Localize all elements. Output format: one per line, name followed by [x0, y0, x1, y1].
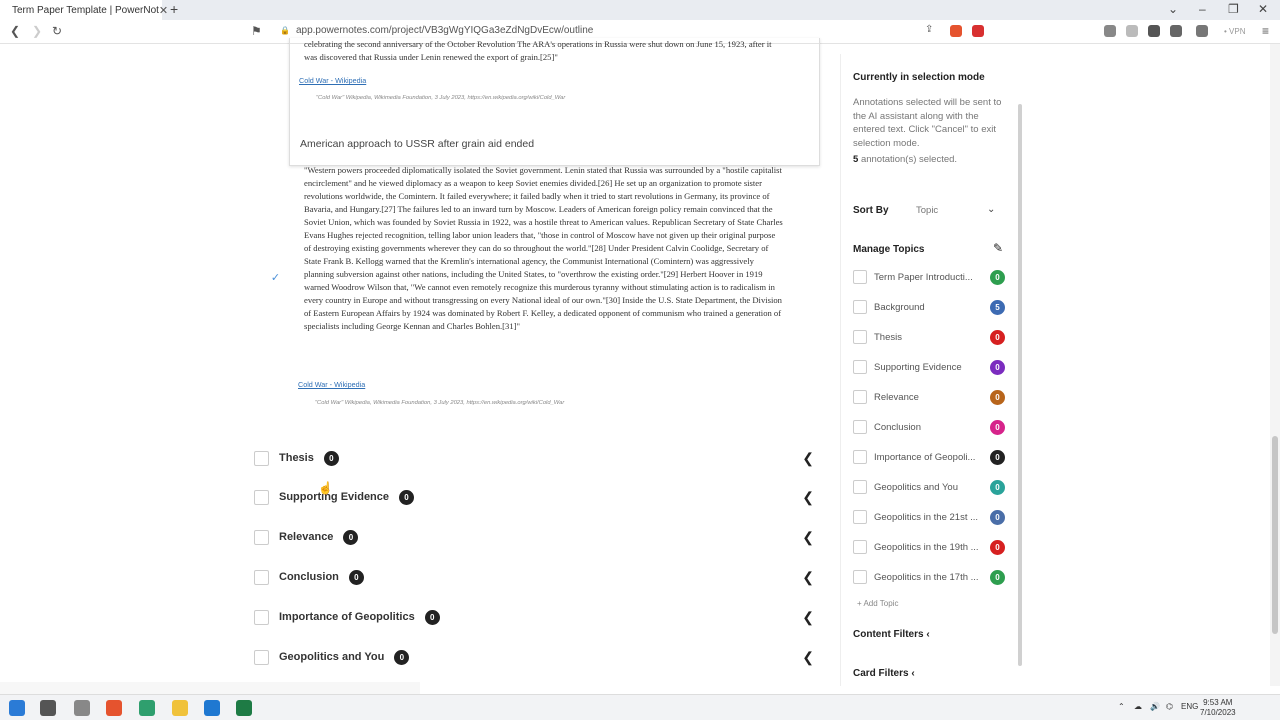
- panel-topic-count: 0: [990, 510, 1005, 525]
- page-scrollbar-thumb[interactable]: [1272, 436, 1278, 634]
- selected-suffix: annotation(s) selected.: [860, 154, 958, 165]
- extension-icon[interactable]: [1104, 25, 1116, 37]
- topic-checkbox[interactable]: [853, 270, 867, 284]
- source-link[interactable]: Cold War - Wikipedia: [298, 380, 366, 389]
- panel-topic-item[interactable]: [853, 299, 1011, 315]
- volume-icon[interactable]: 🔊: [1150, 702, 1160, 711]
- network-icon[interactable]: ⌬: [1166, 702, 1173, 711]
- topic-count-badge: 0: [324, 451, 339, 466]
- maximize-icon[interactable]: ❐: [1228, 2, 1239, 16]
- panel-topic-count: 0: [990, 540, 1005, 555]
- panel-topic-name: Geopolitics and You: [874, 481, 958, 493]
- topic-checkbox[interactable]: [853, 420, 867, 434]
- browser-tab-bar: [0, 0, 1280, 20]
- topic-checkbox[interactable]: [254, 451, 269, 466]
- topic-checkbox[interactable]: [254, 610, 269, 625]
- panel-topic-name: Geopolitics in the 17th ...: [874, 571, 979, 583]
- clock-time: 9:53 AM: [1203, 698, 1233, 707]
- selected-count-text: [853, 154, 957, 165]
- panel-topic-name: Importance of Geopoli...: [874, 451, 976, 463]
- panel-topic-item[interactable]: [853, 569, 1011, 585]
- onedrive-icon[interactable]: ☁: [1134, 702, 1142, 711]
- selected-checkbox[interactable]: ✓: [270, 272, 281, 284]
- annotation-heading: American approach to USSR after grain aid ended: [300, 138, 535, 150]
- topic-count-badge: 0: [425, 610, 440, 625]
- topic-checkbox[interactable]: [853, 480, 867, 494]
- selected-count: 5: [853, 154, 859, 165]
- topic-checkbox[interactable]: [853, 390, 867, 404]
- topic-name: Conclusion: [279, 571, 339, 583]
- outline-topic-thesis[interactable]: [254, 446, 824, 470]
- panel-topic-count: 0: [990, 420, 1005, 435]
- selection-panel: [840, 54, 1020, 686]
- annotation-quote: "Western powers proceeded diplomatically isolated the Soviet government. Lenin stated that Russia was surrounded by a "hostile capitalist encirclement" and he viewed diplomacy as a weapon to keep Soviet enemies divided.[26] He set up an organization to promote sister revolutions worldwide, the Comintern. It failed everywhere; it failed badly when it tried to start revolutions in Germany, its province of Bavaria, and Hungary.[27] The failures led to an inward turn by Moscow. Leaders of American foreign policy remain convinced that the Soviet Union, which was founded by Soviet Russia in 1922, was a hostile threat to American values. Republican Secretary of State Charles Evans Hughes rejected recognition, telling labor union leaders that, "those in control of Moscow have not given up their original purpose of destroying existing governments wherever they can do so throughout the world."[28] Under President Calvin Coolidge, Secretary of State Frank B. Kellogg warned that the Kremlin's international agency, the Communist International (Comintern) was aggressively planning subversion against other nations, including the United States, to "overthrow the existing order."[29] Herbert Hoover in 1919 warned Woodrow Wilson that, "We cannot even remotely recognize this murderous tyranny without stimulating action is to radicalism in every country in Europe and without transgressing on every National ideal of our own."[30] Inside the U.S. State Department, the Division of Eastern European Affairs by 1924 was dominated by Robert F. Kelley, a dedicated opponent of communism who trained a generation of specialists including George Kennan and Charles Bohlen.[31]": [304, 165, 783, 331]
- expand-chevron-icon[interactable]: ❮: [802, 450, 814, 466]
- panel-topic-name: Conclusion: [874, 421, 921, 433]
- wallet-icon[interactable]: [1126, 25, 1138, 37]
- panel-topic-count: 0: [990, 330, 1005, 345]
- manage-topics-label: Manage Topics: [853, 244, 925, 255]
- status-bar-url: [0, 682, 420, 694]
- panel-topic-count: 5: [990, 300, 1005, 315]
- forward-icon[interactable]: ❯: [32, 24, 43, 38]
- chevron-down-icon[interactable]: ⌄: [987, 204, 996, 215]
- minimize-icon[interactable]: –: [1199, 2, 1206, 16]
- excel-icon[interactable]: [236, 700, 252, 716]
- expand-chevron-icon[interactable]: ❮: [802, 649, 814, 665]
- panel-topic-item[interactable]: [853, 509, 1011, 525]
- panel-description: Annotations selected will be sent to the AI assistant along with the entered text. Click "Cancel" to exit selection mode.: [853, 97, 1002, 149]
- panel-topic-item[interactable]: [853, 479, 1011, 495]
- panel-topic-item[interactable]: [853, 329, 1011, 345]
- panel-topic-count: 0: [990, 570, 1005, 585]
- topic-count-badge: 0: [349, 570, 364, 585]
- panel-topic-item[interactable]: [853, 359, 1011, 375]
- calculator-icon[interactable]: [139, 700, 155, 716]
- panel-topic-item[interactable]: [853, 419, 1011, 435]
- card-filters-toggle[interactable]: Card Filters ‹: [853, 668, 915, 679]
- clock-date: 7/10/2023: [1200, 708, 1236, 717]
- panel-scrollbar[interactable]: [1018, 104, 1022, 666]
- panel-topic-name: Thesis: [874, 331, 902, 343]
- topic-name: Geopolitics and You: [279, 651, 385, 663]
- tab-search-icon[interactable]: ⌄: [1168, 2, 1179, 16]
- file-explorer-icon[interactable]: [172, 700, 188, 716]
- content-filters-toggle[interactable]: Content Filters ‹: [853, 629, 930, 640]
- new-tab-icon[interactable]: +: [170, 1, 179, 17]
- language-indicator[interactable]: ENG: [1181, 702, 1199, 711]
- topic-checkbox[interactable]: [254, 490, 269, 505]
- reload-icon[interactable]: ↻: [52, 24, 63, 38]
- brave-browser-icon[interactable]: [106, 700, 122, 716]
- topic-checkbox[interactable]: [254, 530, 269, 545]
- add-topic-button[interactable]: + Add Topic: [857, 599, 899, 608]
- close-tab-icon[interactable]: ✕: [158, 4, 169, 17]
- leo-icon[interactable]: [1196, 25, 1208, 37]
- vpn-button[interactable]: • VPN: [1224, 27, 1246, 36]
- topic-checkbox[interactable]: [853, 360, 867, 374]
- bookmark-icon[interactable]: ⚑: [251, 24, 262, 38]
- url-text: app.powernotes.com/project/VB3gWgYIQGa3eZdNgDvEcw/outline: [295, 25, 594, 36]
- topic-name: Importance of Geopolitics: [279, 611, 415, 623]
- panel-title: Currently in selection mode: [853, 72, 985, 83]
- back-icon[interactable]: ❮: [10, 24, 21, 38]
- annotation-quote: celebrating the second anniversary of the October Revolution The ARA's operations in Russia were shut down on June 15, 1923, after it was discovered that Russia under Lenin renewed the export of grain.[25]": [304, 39, 772, 62]
- topic-count-badge: 0: [343, 530, 358, 545]
- expand-chevron-icon[interactable]: ❮: [802, 529, 814, 545]
- outline-topic-geopolitics-and-you[interactable]: [254, 645, 824, 669]
- panel-topic-name: Background: [874, 301, 925, 313]
- puzzle-extensions-icon[interactable]: [1148, 25, 1160, 37]
- panel-topic-count: 0: [990, 270, 1005, 285]
- panel-topic-item[interactable]: [853, 449, 1011, 465]
- topic-count-badge: 0: [399, 490, 414, 505]
- panel-topic-item[interactable]: [853, 269, 1011, 285]
- citation-text: "Cold War" Wikipedia, Wikimedia Foundation, 3 July 2023, https://en.wikipedia.org/wiki/Cold_War: [315, 400, 565, 406]
- share-icon[interactable]: ⇪: [925, 24, 934, 35]
- brave-rewards-icon[interactable]: [972, 25, 984, 37]
- topic-name: Supporting Evidence: [279, 491, 390, 503]
- annotation-card[interactable]: [289, 128, 820, 418]
- topic-checkbox[interactable]: [853, 450, 867, 464]
- expand-chevron-icon[interactable]: ❮: [802, 489, 814, 505]
- expand-chevron-icon[interactable]: ❮: [802, 609, 814, 625]
- topic-checkbox[interactable]: [254, 650, 269, 665]
- topic-checkbox[interactable]: [853, 510, 867, 524]
- topic-name: Relevance: [279, 531, 334, 543]
- webcam-app-icon[interactable]: [74, 700, 90, 716]
- panel-topic-name: Geopolitics in the 21st ...: [874, 511, 979, 523]
- panel-topic-item[interactable]: [853, 389, 1011, 405]
- citation-text: "Cold War" Wikipedia, Wikimedia Foundation, 3 July 2023, https://en.wikipedia.org/wiki/Cold_War: [316, 95, 566, 101]
- topic-checkbox[interactable]: [254, 570, 269, 585]
- clock[interactable]: [1200, 698, 1236, 718]
- panel-topic-count: 0: [990, 450, 1005, 465]
- outline-topic-relevance[interactable]: [254, 525, 824, 549]
- lock-icon: 🔒: [280, 26, 290, 35]
- panel-topic-name: Geopolitics in the 19th ...: [874, 541, 979, 553]
- panel-topic-count: 0: [990, 480, 1005, 495]
- topic-count-badge: 0: [394, 650, 409, 665]
- topic-checkbox[interactable]: [853, 540, 867, 554]
- panel-topic-item[interactable]: [853, 539, 1011, 555]
- hand-cursor-icon: ☝: [318, 481, 333, 495]
- topic-checkbox[interactable]: [853, 570, 867, 584]
- tray-chevron-icon[interactable]: ⌃: [1118, 702, 1125, 711]
- panel-topic-name: Supporting Evidence: [874, 361, 962, 373]
- browser-tab[interactable]: [0, 0, 169, 20]
- windows-start-icon[interactable]: [9, 700, 25, 716]
- edge-browser-icon[interactable]: [204, 700, 220, 716]
- panel-topic-name: Term Paper Introducti...: [874, 271, 973, 283]
- sort-by-label: Sort By: [853, 205, 889, 216]
- outline-topic-conclusion[interactable]: [254, 565, 824, 589]
- outline-topic-supporting-evidence[interactable]: [254, 485, 824, 509]
- outline-page: [0, 39, 1280, 686]
- panel-topic-count: 0: [990, 390, 1005, 405]
- task-view-icon[interactable]: [40, 700, 56, 716]
- panel-topic-name: Relevance: [874, 391, 919, 403]
- topic-name: Thesis: [279, 452, 314, 464]
- sidebar-icon[interactable]: [1170, 25, 1182, 37]
- tab-title: Term Paper Template | PowerNot: [12, 4, 159, 16]
- edit-pencil-icon[interactable]: ✎: [993, 241, 1004, 255]
- menu-icon[interactable]: ≡: [1262, 24, 1270, 38]
- close-window-icon[interactable]: ✕: [1258, 2, 1269, 16]
- source-link[interactable]: Cold War - Wikipedia: [299, 76, 367, 85]
- outline-topic-importance-of-geopolitics[interactable]: [254, 605, 824, 629]
- windows-taskbar: [0, 694, 1280, 720]
- url-field[interactable]: [280, 25, 593, 36]
- topic-checkbox[interactable]: [853, 330, 867, 344]
- expand-chevron-icon[interactable]: ❮: [802, 569, 814, 585]
- panel-topic-count: 0: [990, 360, 1005, 375]
- brave-shield-icon[interactable]: [950, 25, 962, 37]
- page-scrollbar[interactable]: [1270, 44, 1280, 686]
- sort-by-select[interactable]: Topic: [916, 205, 939, 216]
- topic-checkbox[interactable]: [853, 300, 867, 314]
